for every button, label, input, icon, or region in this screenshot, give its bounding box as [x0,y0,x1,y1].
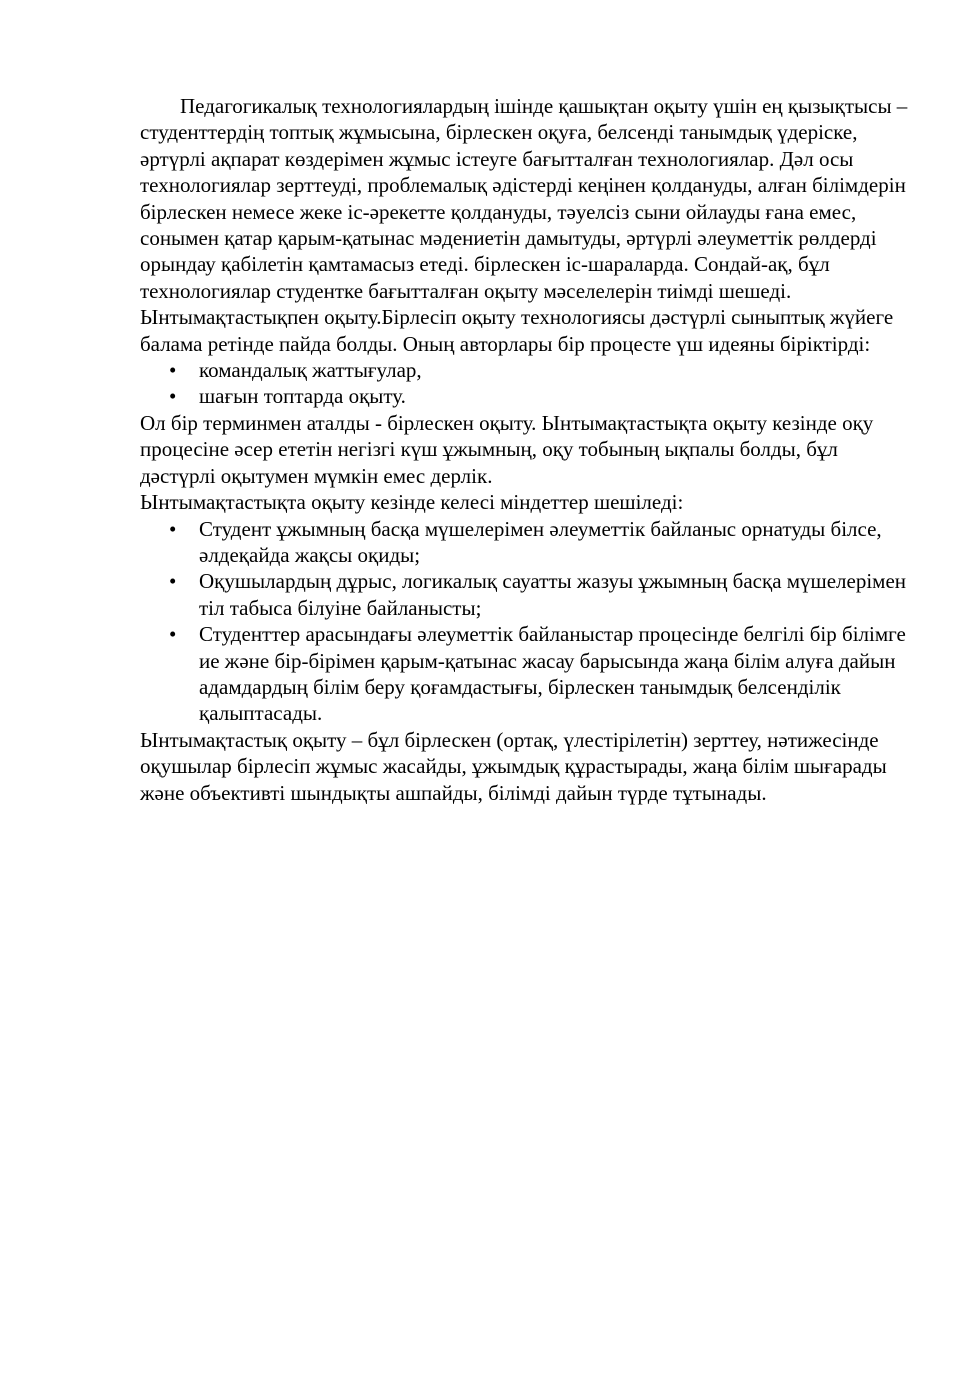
tasks-intro-paragraph: Ынтымақтастықта оқыту кезінде келесі міндеттер шешіледі: [140,490,684,515]
list-item-text: шағын топтарда оқыту. [199,384,406,409]
closing-paragraph: Ынтымақтастық оқыту – бұл бірлескен (ортақ, үлестірілетін) зерттеу, нәтижесінде оқушылар бірлесіп жұмыс жасайды, ұжымдық құрастырады, жаңа білім шығарады және объективті шындықты ашпайды, білімді дайын түрде тұтынады. [140,727,887,805]
bullet-icon: • [169,622,177,647]
list-item-text: Студент ұжымның басқа мүшелерімен әлеуметтік байланыс орнатуды білсе, әлдеқайда жақсы оқиды; [199,516,882,567]
bullet-icon: • [169,569,177,594]
term-paragraph: Ол бір терминмен аталды - бірлескен оқыту. Ынтымақтастықта оқыту кезінде оқу процесіне әсер ететін негізгі күш ұжымның, оқу тобының ықпалы болды, бұл дәстүрлі оқытумен мүмкін емес дерлік. [140,410,874,488]
document-page [140,93,915,806]
intro-paragraph: Педагогикалық технологиялардың ішінде қашықтан оқыту үшін ең қызықтысы – студенттердің топтық жұмысына, бірлескен оқуға, белсенді танымдық үдеріске, әртүрлі ақпарат көздерімен жұмыс істеуге бағытталған технологиялар. Дәл осы технологиялар зерттеуді, проблемалық әдістерді кеңінен қолдануды, алған білімдерін бірлескен немесе жеке іс-әрекетте қолдануды, тәуелсіз сыни ойлауды ғана емес, сонымен қатар қарым-қатынас мәдениетін дамытуды, әртүрлі әлеуметтік рөлдерді орындау қабілетін қамтамасыз етеді. бірлескен іс-шараларда. Сондай-ақ, бұл технологиялар студентке бағытталған оқыту мәселелерін тиімді шешеді. [140,94,908,303]
list-item-text: Студенттер арасындағы әлеуметтік байланыстар процесінде белгілі бір білімге ие және бір-бірімен қарым-қатынас жасау барысында жаңа білім алуға дайын адамдардың білім беру қоғамдастығы, бірлескен танымдық белсенділік қалыптасады. [199,622,906,726]
tasks-list [140,516,915,727]
list-item [169,357,915,383]
cooperative-learning-paragraph: Ынтымақтастықпен оқыту.Бірлесіп оқыту технологиясы дәстүрлі сыныптық жүйеге балама ретінде пайда болды. Оның авторлары бір процесте үш идеяны біріктірді: [140,305,894,356]
bullet-icon: • [169,384,177,409]
list-item [169,383,915,409]
bullet-icon: • [169,516,177,541]
list-item [169,516,915,569]
ideas-list [140,357,915,410]
bullet-icon: • [169,358,177,383]
list-item [169,568,915,621]
list-item-text: Оқушылардың дұрыс, логикалық сауатты жазуы ұжымның басқа мүшелерімен тіл табыса білуіне байланысты; [199,569,907,620]
list-item-text: командалық жаттығулар, [199,358,422,383]
list-item [169,621,915,727]
